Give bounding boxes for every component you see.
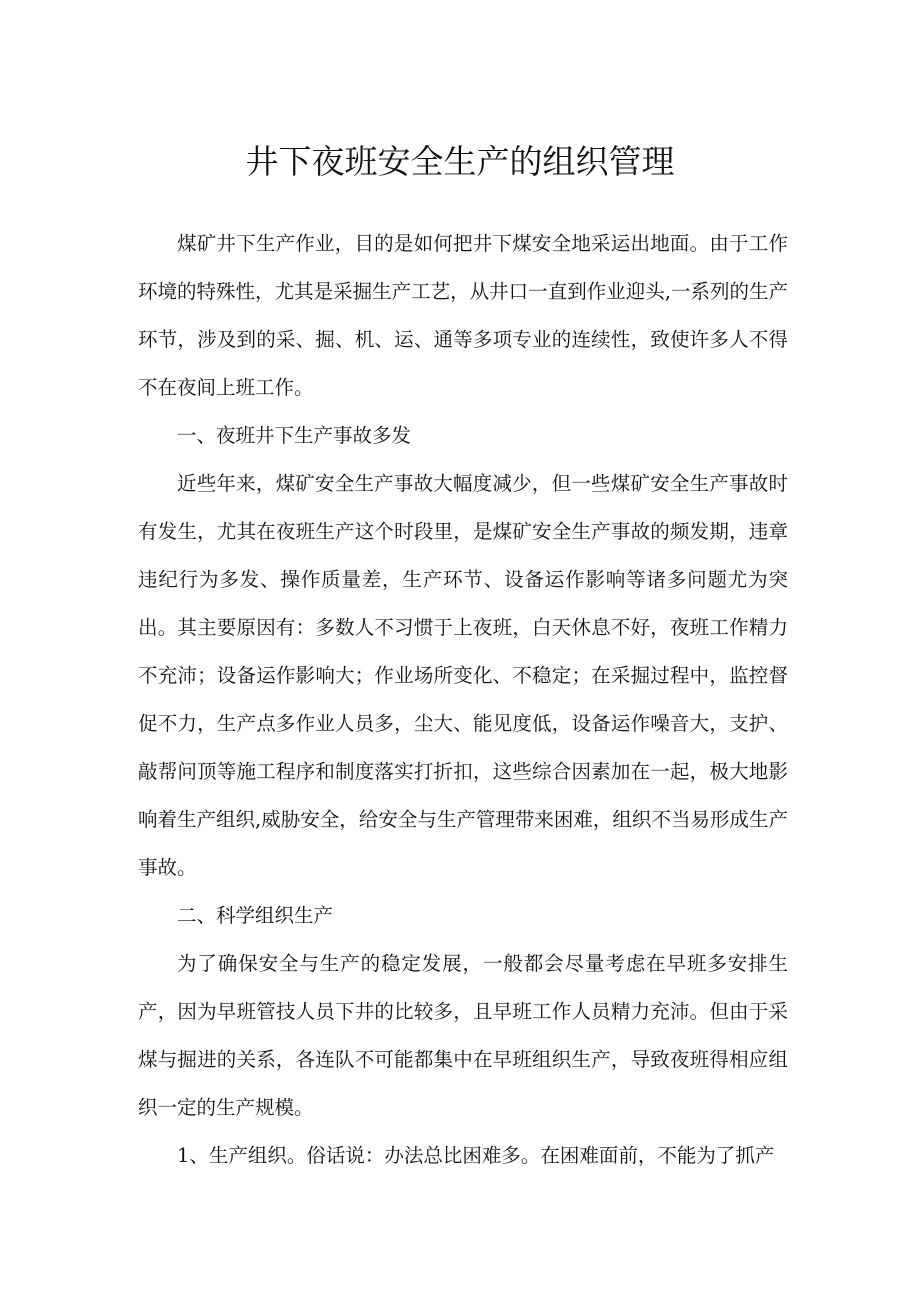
- paragraph-section-1: 近些年来，煤矿安全生产事故大幅度减少，但一些煤矿安全生产事故时有发生，尤其在夜班生产这个时段里，是煤矿安全生产事故的频发期，违章违纪行为多发、操作质量差，生产环节、设备运作影响等诸多问题尤为突出。其主要原因有：多数人不习惯于上夜班，白天休息不好，夜班工作精力不充沛；设备运作影响大；作业场所变化、不稳定；在采掘过程中，监控督促不力，生产点多作业人员多，尘大、能见度低，设备运作噪音大，支护、敲帮问顶等施工程序和制度落实打折扣，这些综合因素加在一起，极大地影响着生产组织,威胁安全，给安全与生产管理带来困难，组织不当易形成生产事故。: [138, 472, 788, 879]
- section-heading-1: 一、夜班井下生产事故多发: [177, 424, 412, 447]
- paragraph-intro: 煤矿井下生产作业，目的是如何把井下煤安全地采运出地面。由于工作环境的特殊性，尤其是采掘生产工艺，从井口一直到作业迎头,一系列的生产环节，涉及到的采、掘、机、运、通等多项专业的连续性，致使许多人不得不在夜间上班工作。: [138, 232, 788, 399]
- document-title: 井下夜班安全生产的组织管理: [245, 142, 675, 181]
- paragraph-section-2: 为了确保安全与生产的稳定发展，一般都会尽量考虑在早班多安排生产，因为早班管技人员下井的比较多，且早班工作人员精力充沛。但由于采煤与掘进的关系，各连队不可能都集中在早班组织生产，导致夜班得相应组织一定的生产规模。: [138, 952, 788, 1119]
- document-body: [138, 220, 788, 1180]
- paragraph-item-1: 1、生产组织。俗话说：办法总比困难多。在困难面前，不能为了抓产: [177, 1144, 775, 1167]
- section-heading-2: 二、科学组织生产: [177, 904, 334, 927]
